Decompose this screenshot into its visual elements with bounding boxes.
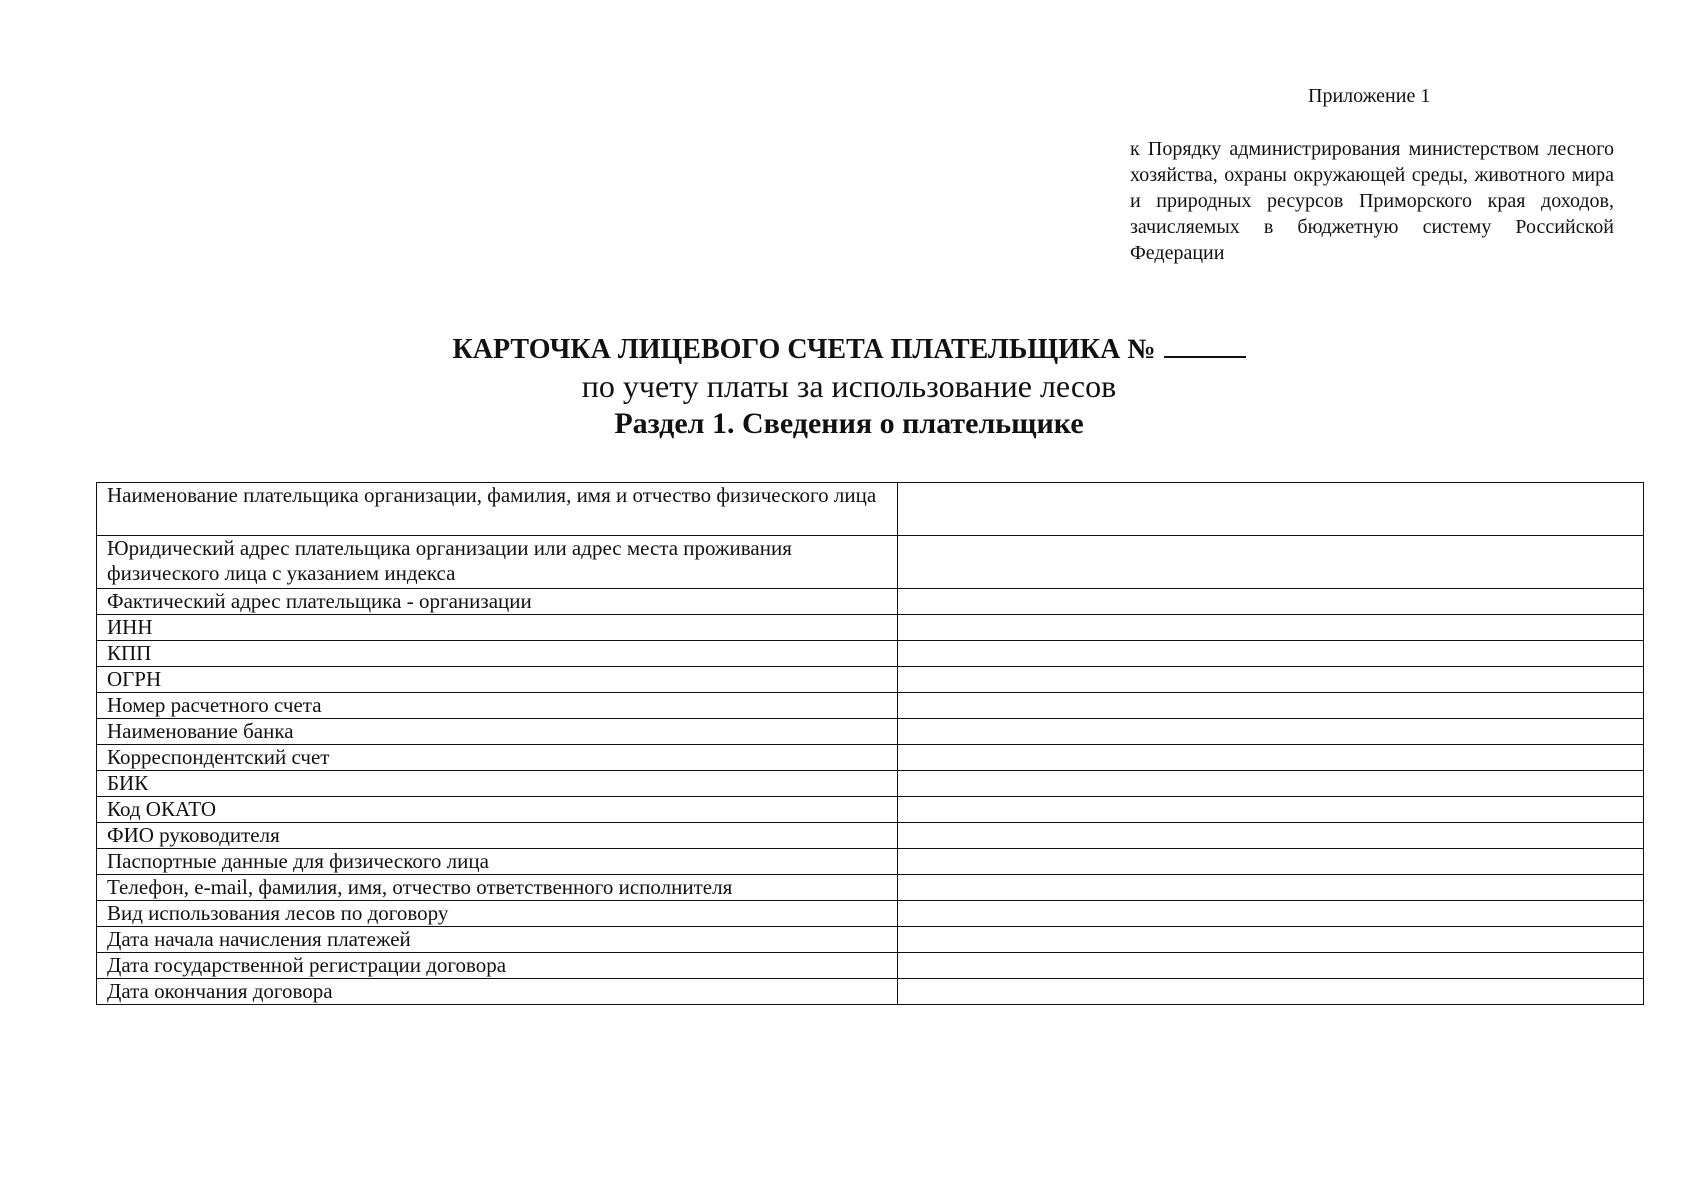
row-label: Дата государственной регистрации договора <box>97 953 898 979</box>
row-value-field[interactable] <box>898 641 1644 667</box>
table-row <box>97 771 1644 797</box>
row-value-field[interactable] <box>898 849 1644 875</box>
card-subtitle: по учету платы за использование лесов <box>581 368 1117 404</box>
appendix-title: Приложение 1 <box>1308 85 1431 107</box>
table-row <box>97 797 1644 823</box>
table-row <box>97 719 1644 745</box>
row-value-field[interactable] <box>898 615 1644 641</box>
row-label: КПП <box>97 641 898 667</box>
row-value-field[interactable] <box>898 901 1644 927</box>
appendix-text: к Порядку администрирования министерством лесного хозяйства, охраны окружающей среды, животного мира и природных ресурсов Приморского края доходов, зачисляемых в бюджетную систему Российской Федерации <box>1130 138 1614 264</box>
table-row <box>97 927 1644 953</box>
table-row <box>97 901 1644 927</box>
row-value-field[interactable] <box>898 979 1644 1005</box>
table-row <box>97 693 1644 719</box>
table-row <box>97 615 1644 641</box>
table-row <box>97 667 1644 693</box>
row-value-field[interactable] <box>898 771 1644 797</box>
row-value-field[interactable] <box>898 745 1644 771</box>
row-label: Корреспондентский счет <box>97 745 898 771</box>
row-label: Вид использования лесов по договору <box>97 901 898 927</box>
row-value-field[interactable] <box>898 719 1644 745</box>
row-label: Код ОКАТО <box>97 797 898 823</box>
table-row <box>97 823 1644 849</box>
table-row <box>97 875 1644 901</box>
row-label: Юридический адрес плательщика организации или адрес места проживания физического лица с указанием индекса <box>97 536 898 589</box>
table-row <box>97 483 1644 536</box>
row-value-field[interactable] <box>898 667 1644 693</box>
table-row <box>97 641 1644 667</box>
row-label: Фактический адрес плательщика - организации <box>97 589 898 615</box>
row-label: Номер расчетного счета <box>97 693 898 719</box>
card-title-text: КАРТОЧКА ЛИЦЕВОГО СЧЕТА ПЛАТЕЛЬЩИКА № <box>452 334 1156 365</box>
table-row <box>97 745 1644 771</box>
row-value-field[interactable] <box>898 823 1644 849</box>
table-row <box>97 589 1644 615</box>
table-row <box>97 849 1644 875</box>
payer-info-table <box>96 482 1644 1005</box>
row-label: ИНН <box>97 615 898 641</box>
row-label: Паспортные данные для физического лица <box>97 849 898 875</box>
row-value-field[interactable] <box>898 589 1644 615</box>
row-value-field[interactable] <box>898 693 1644 719</box>
row-label: БИК <box>97 771 898 797</box>
section-title: Раздел 1. Сведения о плательщике <box>614 407 1084 440</box>
row-value-field[interactable] <box>898 953 1644 979</box>
row-value-field[interactable] <box>898 536 1644 589</box>
row-value-field[interactable] <box>898 797 1644 823</box>
row-value-field[interactable] <box>898 927 1644 953</box>
row-value-field[interactable] <box>898 483 1644 536</box>
row-label: Наименование плательщика организации, фамилия, имя и отчество физического лица <box>97 483 898 536</box>
table-row <box>97 536 1644 589</box>
row-label: Телефон, e-mail, фамилия, имя, отчество ответственного исполнителя <box>97 875 898 901</box>
table-row <box>97 979 1644 1005</box>
row-value-field[interactable] <box>898 875 1644 901</box>
row-label: Дата начала начисления платежей <box>97 927 898 953</box>
row-label: Дата окончания договора <box>97 979 898 1005</box>
card-title <box>0 330 1698 367</box>
account-number-blank[interactable] <box>1164 330 1246 358</box>
row-label: Наименование банка <box>97 719 898 745</box>
row-label: ФИО руководителя <box>97 823 898 849</box>
row-label: ОГРН <box>97 667 898 693</box>
table-row <box>97 953 1644 979</box>
